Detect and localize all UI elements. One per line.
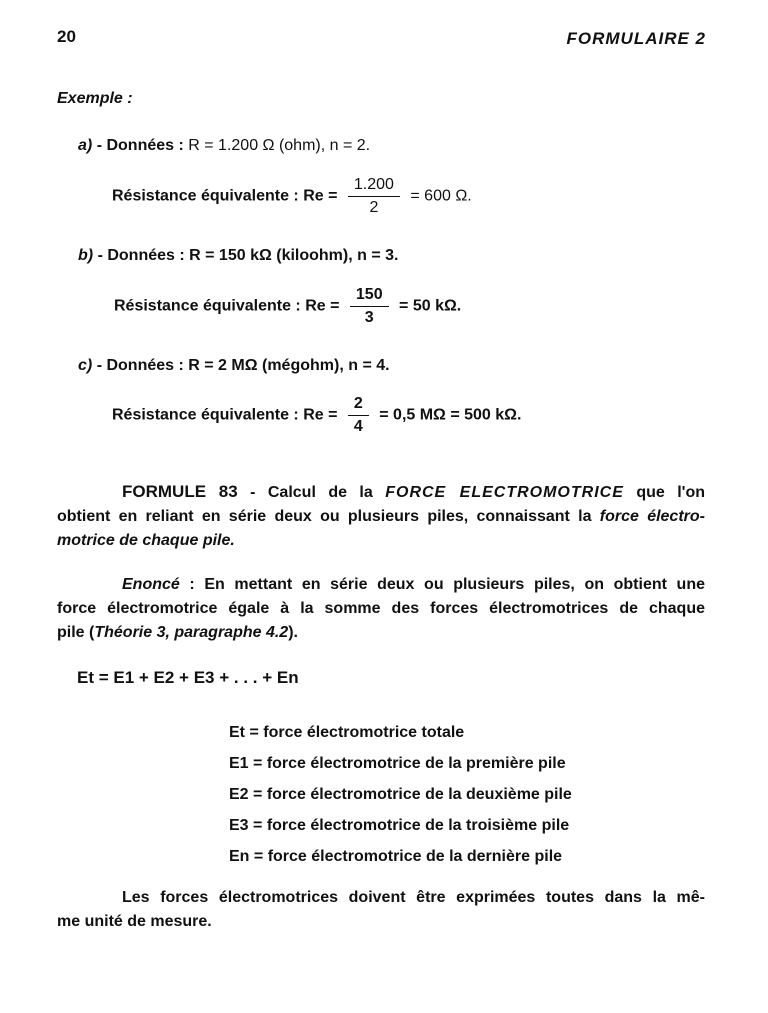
enonce-line-3-post: ). [288, 624, 298, 641]
definition-text: = force électromotrice totale [249, 724, 465, 741]
example-a-resistance-label: Résistance équivalente : Re = [112, 187, 338, 205]
example-b-resistance-label: Résistance équivalente : Re = [114, 297, 340, 315]
enonce-paragraph [57, 573, 705, 645]
definition-symbol: E1 [229, 755, 249, 772]
enonce-label: Enoncé [122, 576, 180, 593]
example-b-donnees-label: - Données : [97, 247, 185, 264]
enonce-line-2: force électromotrice égale à la somme des forces électromotrices de chaque [57, 600, 705, 617]
definition-item [229, 810, 572, 841]
definition-item [229, 841, 572, 872]
example-c-donnees-text: R = 2 MΩ (mégohm), n = 4. [188, 357, 390, 374]
example-heading: Exemple : [57, 90, 133, 107]
formule-italic-1: FORCE ELECTROMOTRICE [385, 484, 624, 501]
example-a-donnees-label: - Données : [96, 137, 184, 154]
formule-line-2 [57, 505, 705, 529]
formule-line-1 [57, 480, 705, 505]
enonce-line-3-italic: Théorie 3, paragraphe 4.2 [94, 624, 289, 641]
example-a-letter: a) [78, 137, 93, 154]
example-b-denominator: 3 [364, 309, 374, 326]
emf-sum-equation: Et = E1 + E2 + E3 + . . . + En [77, 668, 299, 687]
example-b-donnees-text: R = 150 kΩ (kiloohm), n = 3. [189, 247, 399, 264]
definition-text: = force électromotrice de la première pile [253, 755, 566, 772]
example-c-result: = 0,5 MΩ = 500 kΩ. [379, 406, 522, 424]
running-title: FORMULAIRE 2 [566, 29, 706, 48]
enonce-line-1-text: : En mettant en série deux ou plusieurs piles, on obtient une [189, 576, 706, 593]
formule-text-2: que l'on [636, 484, 705, 501]
example-b-fraction [350, 286, 389, 327]
formule-line-3: motrice de chaque pile. [57, 532, 235, 549]
example-b-numerator: 150 [350, 286, 389, 307]
definition-item [229, 717, 572, 748]
formule-label: FORMULE 83 [122, 482, 238, 501]
formule-line-2-italic: force électro- [599, 508, 705, 525]
example-b-resistance [114, 286, 461, 327]
example-a-resistance [112, 176, 472, 217]
example-b-donnees [78, 247, 398, 265]
example-c-resistance-label: Résistance équivalente : Re = [112, 406, 338, 424]
enonce-line-1 [57, 573, 705, 597]
formule-text-1: - Calcul de la [250, 484, 373, 501]
page-number: 20 [57, 27, 76, 46]
definition-symbol: En [229, 848, 250, 865]
example-c-denominator: 4 [353, 418, 363, 435]
formule-paragraph [57, 480, 705, 553]
example-a-donnees-text: R = 1.200 Ω (ohm), n = 2. [188, 137, 371, 154]
example-a-donnees [78, 137, 370, 155]
example-a-numerator: 1.200 [348, 176, 400, 197]
definition-symbol: E2 [229, 786, 249, 803]
example-a-fraction [348, 176, 400, 217]
example-c-donnees [78, 357, 390, 375]
definition-symbol: Et [229, 724, 245, 741]
example-b-result: = 50 kΩ. [399, 297, 462, 315]
definition-text: = force électromotrice de la dernière pile [253, 848, 563, 865]
formule-line-2-text: obtient en reliant en série deux ou plusieurs piles, connaissant la [57, 508, 592, 525]
enonce-line-3-pre: pile ( [57, 624, 95, 641]
enonce-line-3 [57, 621, 705, 645]
example-c-fraction [348, 395, 369, 436]
definition-text: = force électromotrice de la troisième pile [253, 817, 570, 834]
closing-paragraph [57, 886, 705, 934]
example-c-numerator: 2 [348, 395, 369, 416]
definition-text: = force électromotrice de la deuxième pile [253, 786, 572, 803]
example-a-result: = 600 Ω. [410, 187, 472, 205]
definition-symbol: E3 [229, 817, 249, 834]
definitions-list [229, 717, 572, 872]
closing-line-2: me unité de mesure. [57, 913, 212, 930]
example-b-letter: b) [78, 247, 94, 264]
example-c-letter: c) [78, 357, 93, 374]
example-c-resistance [112, 395, 521, 436]
definition-item [229, 748, 572, 779]
definition-item [229, 779, 572, 810]
example-a-denominator: 2 [369, 199, 379, 216]
closing-line-1: Les forces électromotrices doivent être exprimées toutes dans la mê- [122, 889, 705, 906]
example-c-donnees-label: - Données : [96, 357, 184, 374]
